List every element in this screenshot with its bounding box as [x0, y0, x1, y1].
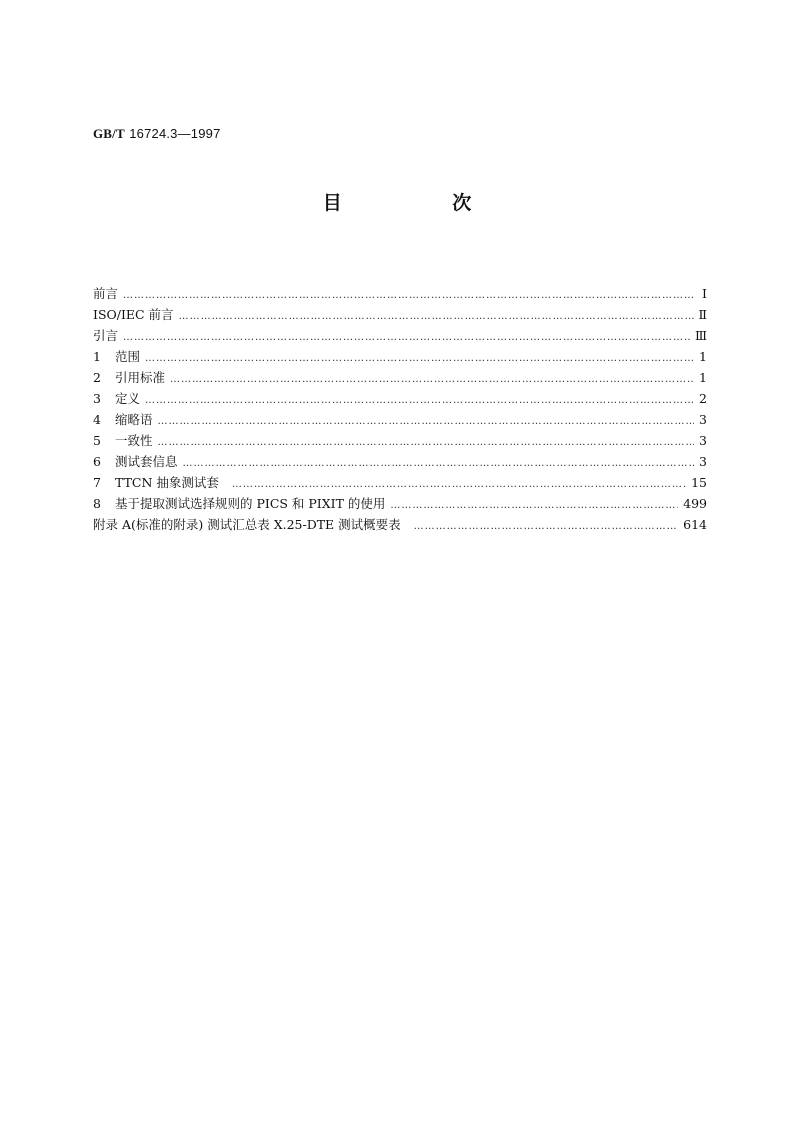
toc-dot-leader: [170, 374, 694, 385]
toc-entry-label: 引用标准: [115, 370, 166, 385]
toc-entry-label: 范围: [115, 349, 141, 364]
toc-entry-label: 附录 A(标准的附录) 测试汇总表 X.25-DTE 测试概要表: [93, 517, 401, 532]
toc-entry-label: 引言: [93, 328, 119, 343]
toc-entry-page: Ⅱ: [698, 307, 707, 322]
table-of-contents: [93, 284, 707, 536]
toc-entry-label: TTCN 抽象测试套: [115, 475, 219, 490]
toc-dot-leader: [158, 437, 695, 448]
toc-entry-label: 基于提取测试选择规则的 PICS 和 PIXIT 的使用: [115, 496, 386, 511]
toc-dot-leader: [123, 290, 696, 301]
toc-entry-number: 5: [93, 433, 101, 448]
toc-dot-leader: [183, 458, 695, 469]
toc-entry-number: 4: [93, 412, 101, 427]
toc-entry-number: 2: [93, 370, 101, 385]
toc-entry-number: 7: [93, 475, 101, 490]
toc-entry-page: 614: [683, 517, 707, 532]
toc-dot-leader: [232, 479, 686, 490]
toc-dot-leader: [414, 521, 678, 532]
standard-prefix: GB/T: [93, 126, 125, 141]
toc-dot-leader: [123, 332, 690, 343]
toc-dot-leader: [158, 416, 695, 427]
toc-entry-page: 499: [683, 496, 707, 511]
toc-dot-leader: [145, 353, 694, 364]
toc-entry-label: 测试套信息: [115, 454, 178, 469]
toc-entry-number: 1: [93, 349, 101, 364]
toc-entry-label: 一致性: [115, 433, 153, 448]
toc-entry-number: 8: [93, 496, 101, 511]
toc-entry-number: 6: [93, 454, 101, 469]
toc-entry-label: ISO/IEC 前言: [93, 307, 174, 322]
page-title: 目 次: [322, 192, 524, 214]
standard-code: [93, 126, 221, 142]
toc-entry-definitions[interactable]: [93, 389, 707, 410]
toc-entry-page: 3: [699, 433, 707, 448]
toc-entry-abbreviations[interactable]: [93, 410, 707, 431]
toc-entry-label: 定义: [115, 391, 141, 406]
toc-entry-page: 1: [699, 370, 707, 385]
toc-entry-number: 3: [93, 391, 101, 406]
toc-entry-page: I: [702, 286, 707, 301]
toc-entry-test-suite-info[interactable]: [93, 452, 707, 473]
toc-dot-leader: [390, 500, 678, 511]
toc-entry-conformance[interactable]: [93, 431, 707, 452]
toc-entry-page: 3: [699, 412, 707, 427]
toc-entry-page: Ⅲ: [694, 328, 707, 343]
toc-dot-leader: [179, 311, 694, 322]
toc-entry-scope[interactable]: [93, 347, 707, 368]
toc-entry-foreword[interactable]: [93, 284, 707, 305]
toc-entry-page: 3: [699, 454, 707, 469]
toc-entry-page: 2: [699, 391, 707, 406]
toc-entry-iso-foreword[interactable]: [93, 305, 707, 326]
toc-entry-ttcn-suite[interactable]: [93, 473, 707, 494]
toc-entry-annex-a[interactable]: [93, 515, 707, 536]
toc-entry-introduction[interactable]: [93, 326, 707, 347]
toc-entry-pics-pixit[interactable]: [93, 494, 707, 515]
standard-number: 16724.3—1997: [129, 126, 221, 141]
toc-entry-label: 前言: [93, 286, 119, 301]
toc-entry-page: 15: [691, 475, 707, 490]
toc-entry-label: 缩略语: [115, 412, 153, 427]
toc-entry-normative-references[interactable]: [93, 368, 707, 389]
toc-entry-page: 1: [699, 349, 707, 364]
toc-dot-leader: [145, 395, 694, 406]
